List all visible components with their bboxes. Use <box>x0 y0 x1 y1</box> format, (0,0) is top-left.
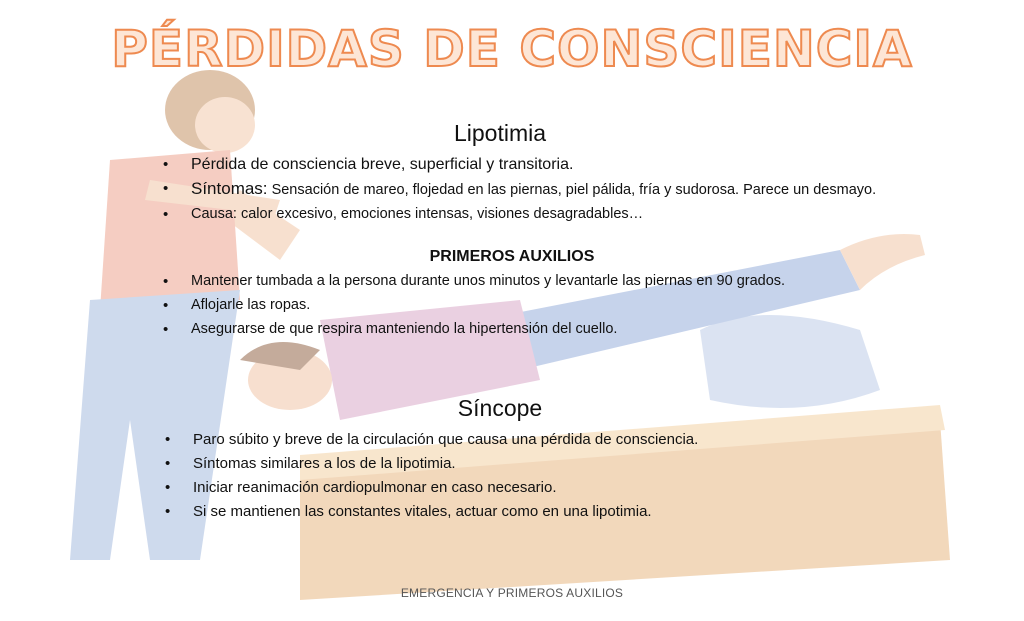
list-item: • Aflojarle las ropas. <box>162 297 842 314</box>
slide-title: PÉRDIDAS DE CONSCIENCIA <box>111 20 913 78</box>
symptoms-text: Sensación de mareo, flojedad en las piernas, piel pálida, fría y sudorosa. Parece un desmayo. <box>267 182 877 198</box>
slide-footer: EMERGENCIA Y PRIMEROS AUXILIOS <box>400 586 624 600</box>
list-item: • Paro súbito y breve de la circulación que causa una pérdida de consciencia. <box>164 431 864 448</box>
lipotimia-list <box>162 156 882 230</box>
sincope-heading: Síncope <box>457 395 543 421</box>
list-item: • Asegurarse de que respira manteniendo la hipertensión del cuello. <box>162 321 842 338</box>
list-item <box>162 180 882 199</box>
first-aid-list <box>162 273 842 345</box>
lipotimia-heading: Lipotimia <box>453 120 547 146</box>
sincope-list <box>164 431 864 527</box>
first-aid-heading: PRIMEROS AUXILIOS <box>429 248 595 265</box>
list-item: • Pérdida de consciencia breve, superficial y transitoria. <box>162 156 882 173</box>
list-item: • Iniciar reanimación cardiopulmonar en caso necesario. <box>164 479 864 496</box>
list-item: • Si se mantienen las constantes vitales, actuar como en una lipotimia. <box>164 503 864 520</box>
list-item: • Mantener tumbada a la persona durante unos minutos y levantarle las piernas en 90 grados. <box>162 273 842 290</box>
symptoms-label: Síntomas: <box>191 179 268 198</box>
list-item: • Síntomas similares a los de la lipotimia. <box>164 455 864 472</box>
list-item: • Causa: calor excesivo, emociones intensas, visiones desagradables… <box>162 206 882 223</box>
